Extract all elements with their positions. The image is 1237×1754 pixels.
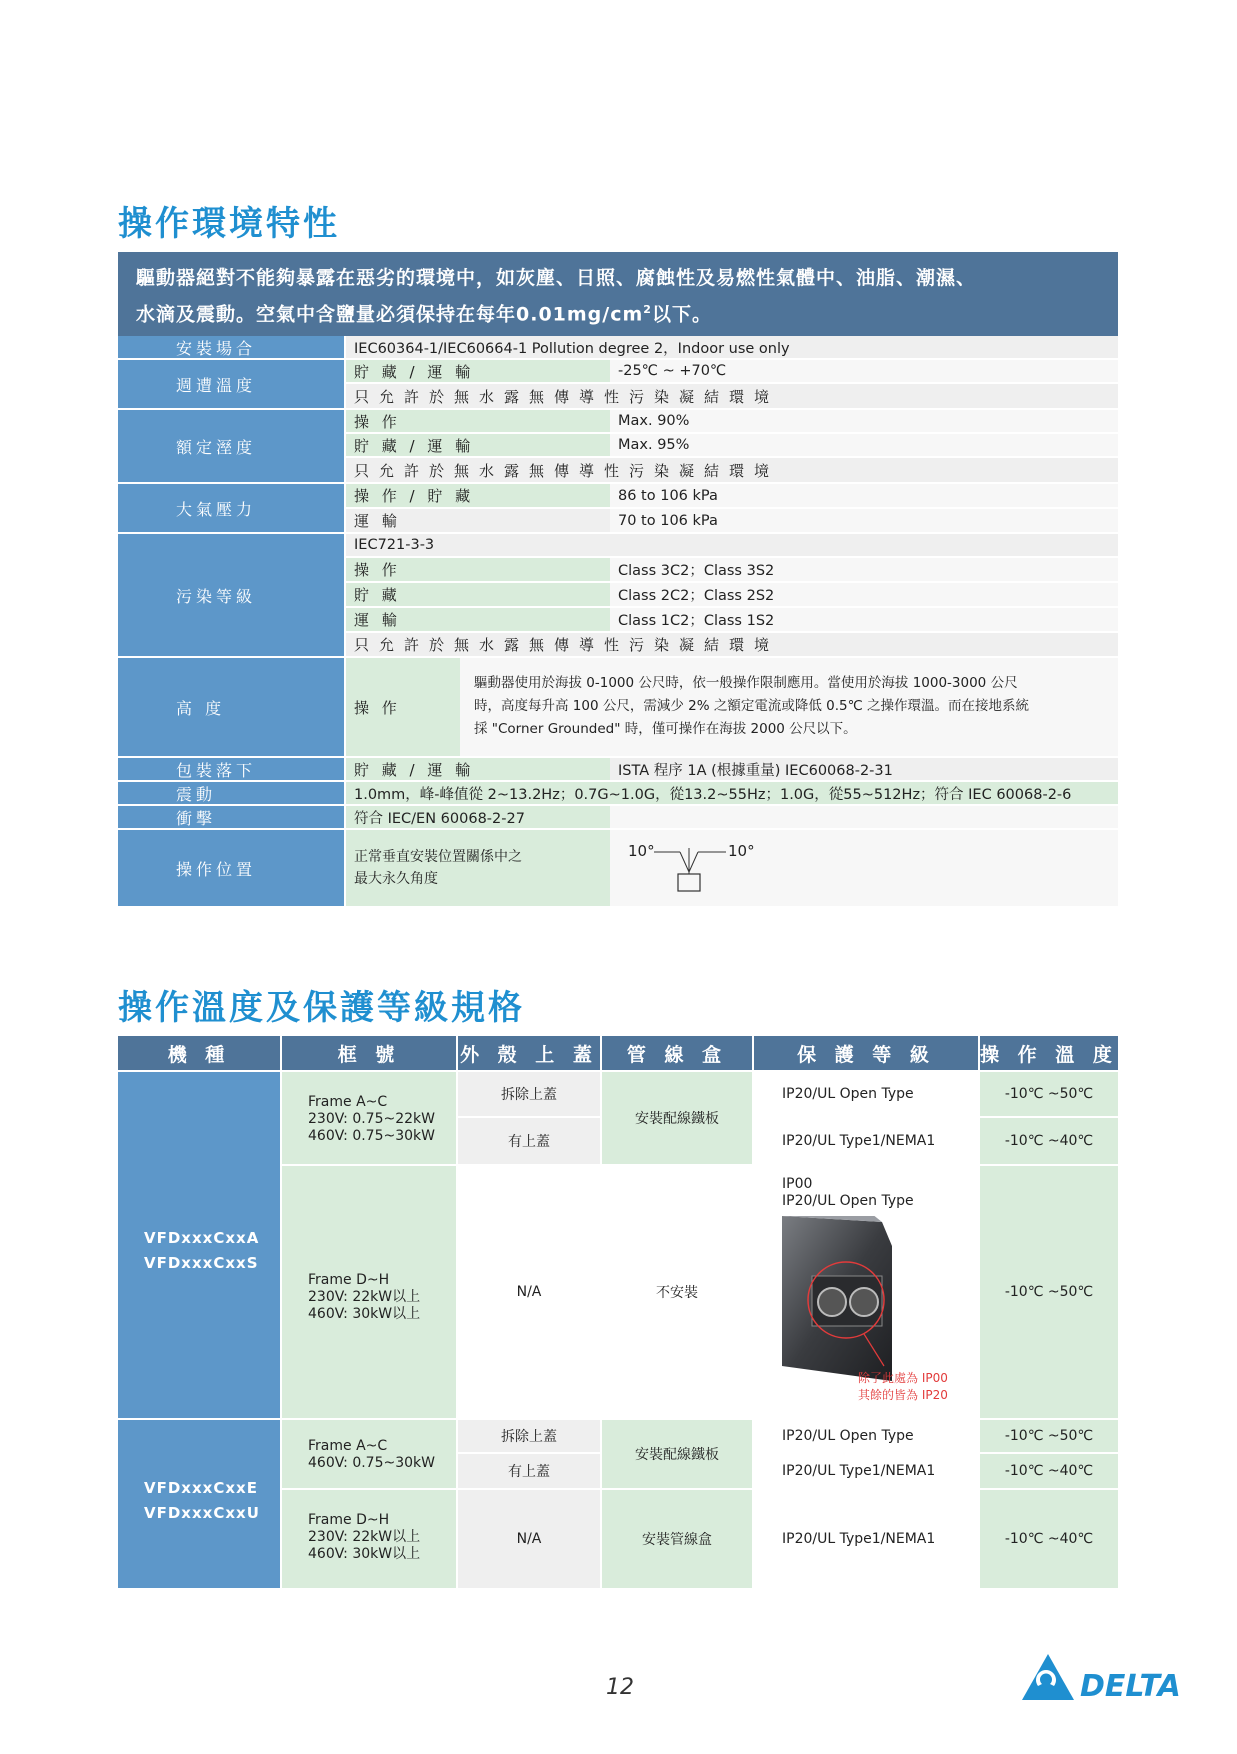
position-label: 操作位置 <box>118 830 344 908</box>
ambient-temp-label: 週遭溫度 <box>118 360 344 410</box>
pollution-note: 只允許於無水露無傳導性污染凝結環境 <box>346 633 1118 656</box>
drive-photo-illustration <box>782 1216 972 1416</box>
g2-dh-conduit-box: 安裝管線盒 <box>602 1490 754 1588</box>
humidity-note: 只允許於無水露無傳導性污染凝結環境 <box>346 458 1118 482</box>
install-place-label: 安裝場合 <box>118 336 344 360</box>
g2-cover-remove: 拆除上蓋 <box>458 1420 602 1454</box>
g1-cover-remove: 拆除上蓋 <box>458 1072 602 1118</box>
g1-frame-dh-230v: 230V: 22kW以上 <box>308 1289 421 1305</box>
pressure-trans-label: 運 輸 <box>346 509 610 532</box>
humidity-storage-label: 貯 藏 / 運 輸 <box>346 434 610 456</box>
ambient-temp-note: 只允許於無水露無傳導性污染凝結環境 <box>346 384 1118 408</box>
altitude-line-2: 時，高度每升高 100 公尺，需減少 2% 之額定電流或降低 0.5℃ 之操作環溫。而在接地系統 <box>474 698 1030 714</box>
g1-frame-ac-230v: 230V: 0.75~22kW <box>308 1111 435 1127</box>
header-cover: 外 殼 上 蓋 <box>458 1036 602 1070</box>
header-temp: 操 作 溫 度 <box>980 1036 1118 1070</box>
angle-ray-left <box>680 852 689 872</box>
position-line-2: 最大永久角度 <box>354 871 438 887</box>
humidity-op-value: Max. 90% <box>610 410 1118 432</box>
g2-ip-type1: IP20/UL Type1/NEMA1 <box>754 1454 980 1490</box>
g2-frame-dh <box>282 1490 458 1588</box>
g1-dh-cover-na: N/A <box>458 1166 602 1420</box>
altitude-line-1: 驅動器使用於海拔 0-1000 公尺時，依一般操作限制應用。當使用於海拔 1000-3000 公尺 <box>474 675 1018 691</box>
g2-temp-40: -10℃ ~40℃ <box>980 1454 1118 1490</box>
pollution-std: IEC721-3-3 <box>346 534 1118 556</box>
drive-fan-right <box>850 1288 878 1316</box>
delta-logo <box>1020 1648 1190 1704</box>
g1-dh-protection <box>754 1166 980 1420</box>
pollution-trans-row <box>346 608 1118 633</box>
pollution-note-row <box>346 633 1118 658</box>
g1-frame-dh-name: Frame D~H <box>308 1272 390 1288</box>
g2-cover-on: 有上蓋 <box>458 1454 602 1490</box>
altitude-description <box>460 658 1118 756</box>
ambient-temp-storage-row <box>346 360 1118 384</box>
position-diagram-cell <box>610 830 1118 906</box>
g2-frame-dh-230v: 230V: 22kW以上 <box>308 1529 421 1545</box>
drop-row <box>346 758 1118 782</box>
humidity-storage-value: Max. 95% <box>610 434 1118 456</box>
altitude-line-3: 採 "Corner Grounded" 時，僅可操作在海拔 2000 公尺以下。 <box>474 721 857 737</box>
g1-ip-open: IP20/UL Open Type <box>754 1072 980 1118</box>
position-row <box>346 830 1118 908</box>
header-protection: 保 護 等 級 <box>754 1036 980 1070</box>
humidity-op-row <box>346 410 1118 434</box>
g2-temp-50: -10℃ ~50℃ <box>980 1420 1118 1454</box>
altitude-label: 高 度 <box>118 658 344 758</box>
drive-box-icon <box>678 874 700 891</box>
g1-ip-type1: IP20/UL Type1/NEMA1 <box>754 1118 980 1166</box>
drop-label: 包裝落下 <box>118 758 344 782</box>
mounting-angle-diagram <box>624 834 784 904</box>
section-title-spec: 操作溫度及保護等級規格 <box>118 988 525 1028</box>
g2-dh-ip-type1: IP20/UL Type1/NEMA1 <box>754 1490 980 1588</box>
header-frame: 框 號 <box>282 1036 458 1070</box>
g1-frame-dh-460v: 460V: 30kW以上 <box>308 1306 421 1322</box>
humidity-op-label: 操 作 <box>346 410 610 432</box>
altitude-op-label: 操 作 <box>346 658 460 756</box>
angle-right-text: 10° <box>728 842 755 860</box>
shock-blank <box>610 806 1118 828</box>
drive-fan-left <box>818 1288 846 1316</box>
install-place-row <box>346 336 1118 360</box>
g2-frame-dh-460v: 460V: 30kW以上 <box>308 1546 421 1562</box>
pollution-storage-value: Class 2C2；Class 2S2 <box>610 583 1118 606</box>
pollution-trans-label: 運 輸 <box>346 608 610 631</box>
g1-dh-ip-open: IP20/UL Open Type <box>782 1193 914 1209</box>
pressure-label: 大氣壓力 <box>118 484 344 534</box>
g1-frame-dh <box>282 1166 458 1420</box>
photo-note-1: 除了此處為 IP00 <box>858 1371 948 1385</box>
g2-frame-ac-name: Frame A~C <box>308 1438 388 1454</box>
vibration-value: 1.0mm，峰-峰值從 2~13.2Hz；0.7G~1.0G，從13.2~55Hz；1.0G，從55~512Hz；符合 IEC 60068-2-6 <box>346 782 1118 804</box>
pressure-op-value: 86 to 106 kPa <box>610 484 1118 507</box>
pollution-op-value: Class 3C2；Class 3S2 <box>610 558 1118 581</box>
g2-frame-ac-460v: 460V: 0.75~30kW <box>308 1455 435 1471</box>
g2-dh-cover-na: N/A <box>458 1490 602 1588</box>
g2-ip-open: IP20/UL Open Type <box>754 1420 980 1454</box>
section-title-environment: 操作環境特性 <box>118 204 340 244</box>
g1-temp-50: -10℃ ~50℃ <box>980 1072 1118 1118</box>
g2-dh-temp-40: -10℃ ~40℃ <box>980 1490 1118 1588</box>
intro-line-1: 驅動器絕對不能夠暴露在惡劣的環境中，如灰塵、日照、腐蝕性及易燃性氣體中、油脂、潮濕、 <box>136 267 977 289</box>
position-description <box>346 830 610 906</box>
pollution-label: 污染等級 <box>118 534 344 658</box>
g1-conduit-plate: 安裝配線鐵板 <box>602 1072 754 1166</box>
g2-frame-dh-name: Frame D~H <box>308 1512 390 1528</box>
vibration-label: 震動 <box>118 782 344 806</box>
pressure-op-label: 操 作 / 貯 藏 <box>346 484 610 507</box>
pollution-storage-row <box>346 583 1118 608</box>
g1-frame-ac-name: Frame A~C <box>308 1094 388 1110</box>
pressure-trans-value: 70 to 106 kPa <box>610 509 1118 532</box>
humidity-label: 額定溼度 <box>118 410 344 484</box>
humidity-note-row <box>346 458 1118 484</box>
pollution-op-label: 操 作 <box>346 558 610 581</box>
g1-dh-conduit-none: 不安裝 <box>602 1166 754 1420</box>
page-number: 12 <box>606 1675 634 1700</box>
model-group-1 <box>118 1072 282 1420</box>
pressure-trans-row <box>346 509 1118 534</box>
install-place-value: IEC60364-1/IEC60664-1 Pollution degree 2，Indoor use only <box>346 336 1118 358</box>
humidity-storage-row <box>346 434 1118 458</box>
intro-line-2: 水滴及震動。空氣中含鹽量必須保持在每年$0.01mg/cm^2$以下。 <box>136 303 712 326</box>
delta-triangle-icon <box>1022 1654 1074 1700</box>
pollution-trans-value: Class 1C2；Class 1S2 <box>610 608 1118 631</box>
g1-cover-on: 有上蓋 <box>458 1118 602 1166</box>
shock-value: 符合 IEC/EN 60068-2-27 <box>346 806 610 828</box>
ambient-temp-storage-label: 貯 藏 / 運 輸 <box>346 360 610 382</box>
angle-ray-right <box>689 852 698 872</box>
pollution-std-row <box>346 534 1118 558</box>
g1-dh-temp-50: -10℃ ~50℃ <box>980 1166 1118 1420</box>
pressure-op-row <box>346 484 1118 509</box>
shock-label: 衝擊 <box>118 806 344 830</box>
pollution-op-row <box>346 558 1118 583</box>
model-s: VFDxxxCxxS <box>144 1254 259 1272</box>
delta-wordmark: DELTA <box>1080 1669 1181 1704</box>
header-model: 機 種 <box>118 1036 282 1070</box>
angle-left-text: 10° <box>628 842 655 860</box>
altitude-row <box>346 658 1118 758</box>
g2-conduit-plate: 安裝配線鐵板 <box>602 1420 754 1490</box>
shock-row <box>346 806 1118 830</box>
g1-frame-ac-460v: 460V: 0.75~30kW <box>308 1128 435 1144</box>
model-e: VFDxxxCxxE <box>144 1479 258 1497</box>
drop-sub-label: 貯 藏 / 運 輸 <box>346 758 610 780</box>
ambient-temp-storage-value: -25℃ ~ +70℃ <box>610 360 1118 382</box>
g1-dh-ip00: IP00 <box>782 1176 813 1192</box>
pollution-storage-label: 貯 藏 <box>346 583 610 606</box>
model-group-2 <box>118 1420 282 1588</box>
drop-value: ISTA 程序 1A (根據重量) IEC60068-2-31 <box>610 758 1118 780</box>
g1-temp-40: -10℃ ~40℃ <box>980 1118 1118 1166</box>
g2-frame-ac <box>282 1420 458 1490</box>
model-a: VFDxxxCxxA <box>144 1229 260 1247</box>
g1-frame-ac <box>282 1072 458 1166</box>
model-u: VFDxxxCxxU <box>144 1504 260 1522</box>
environment-intro <box>118 252 1118 336</box>
photo-note-2: 其餘的皆為 IP20 <box>858 1388 948 1402</box>
header-conduit: 管 線 盒 <box>602 1036 754 1070</box>
vibration-row <box>346 782 1118 806</box>
position-line-1: 正常垂直安裝位置關係中之 <box>354 849 522 865</box>
ambient-temp-note-row <box>346 384 1118 410</box>
